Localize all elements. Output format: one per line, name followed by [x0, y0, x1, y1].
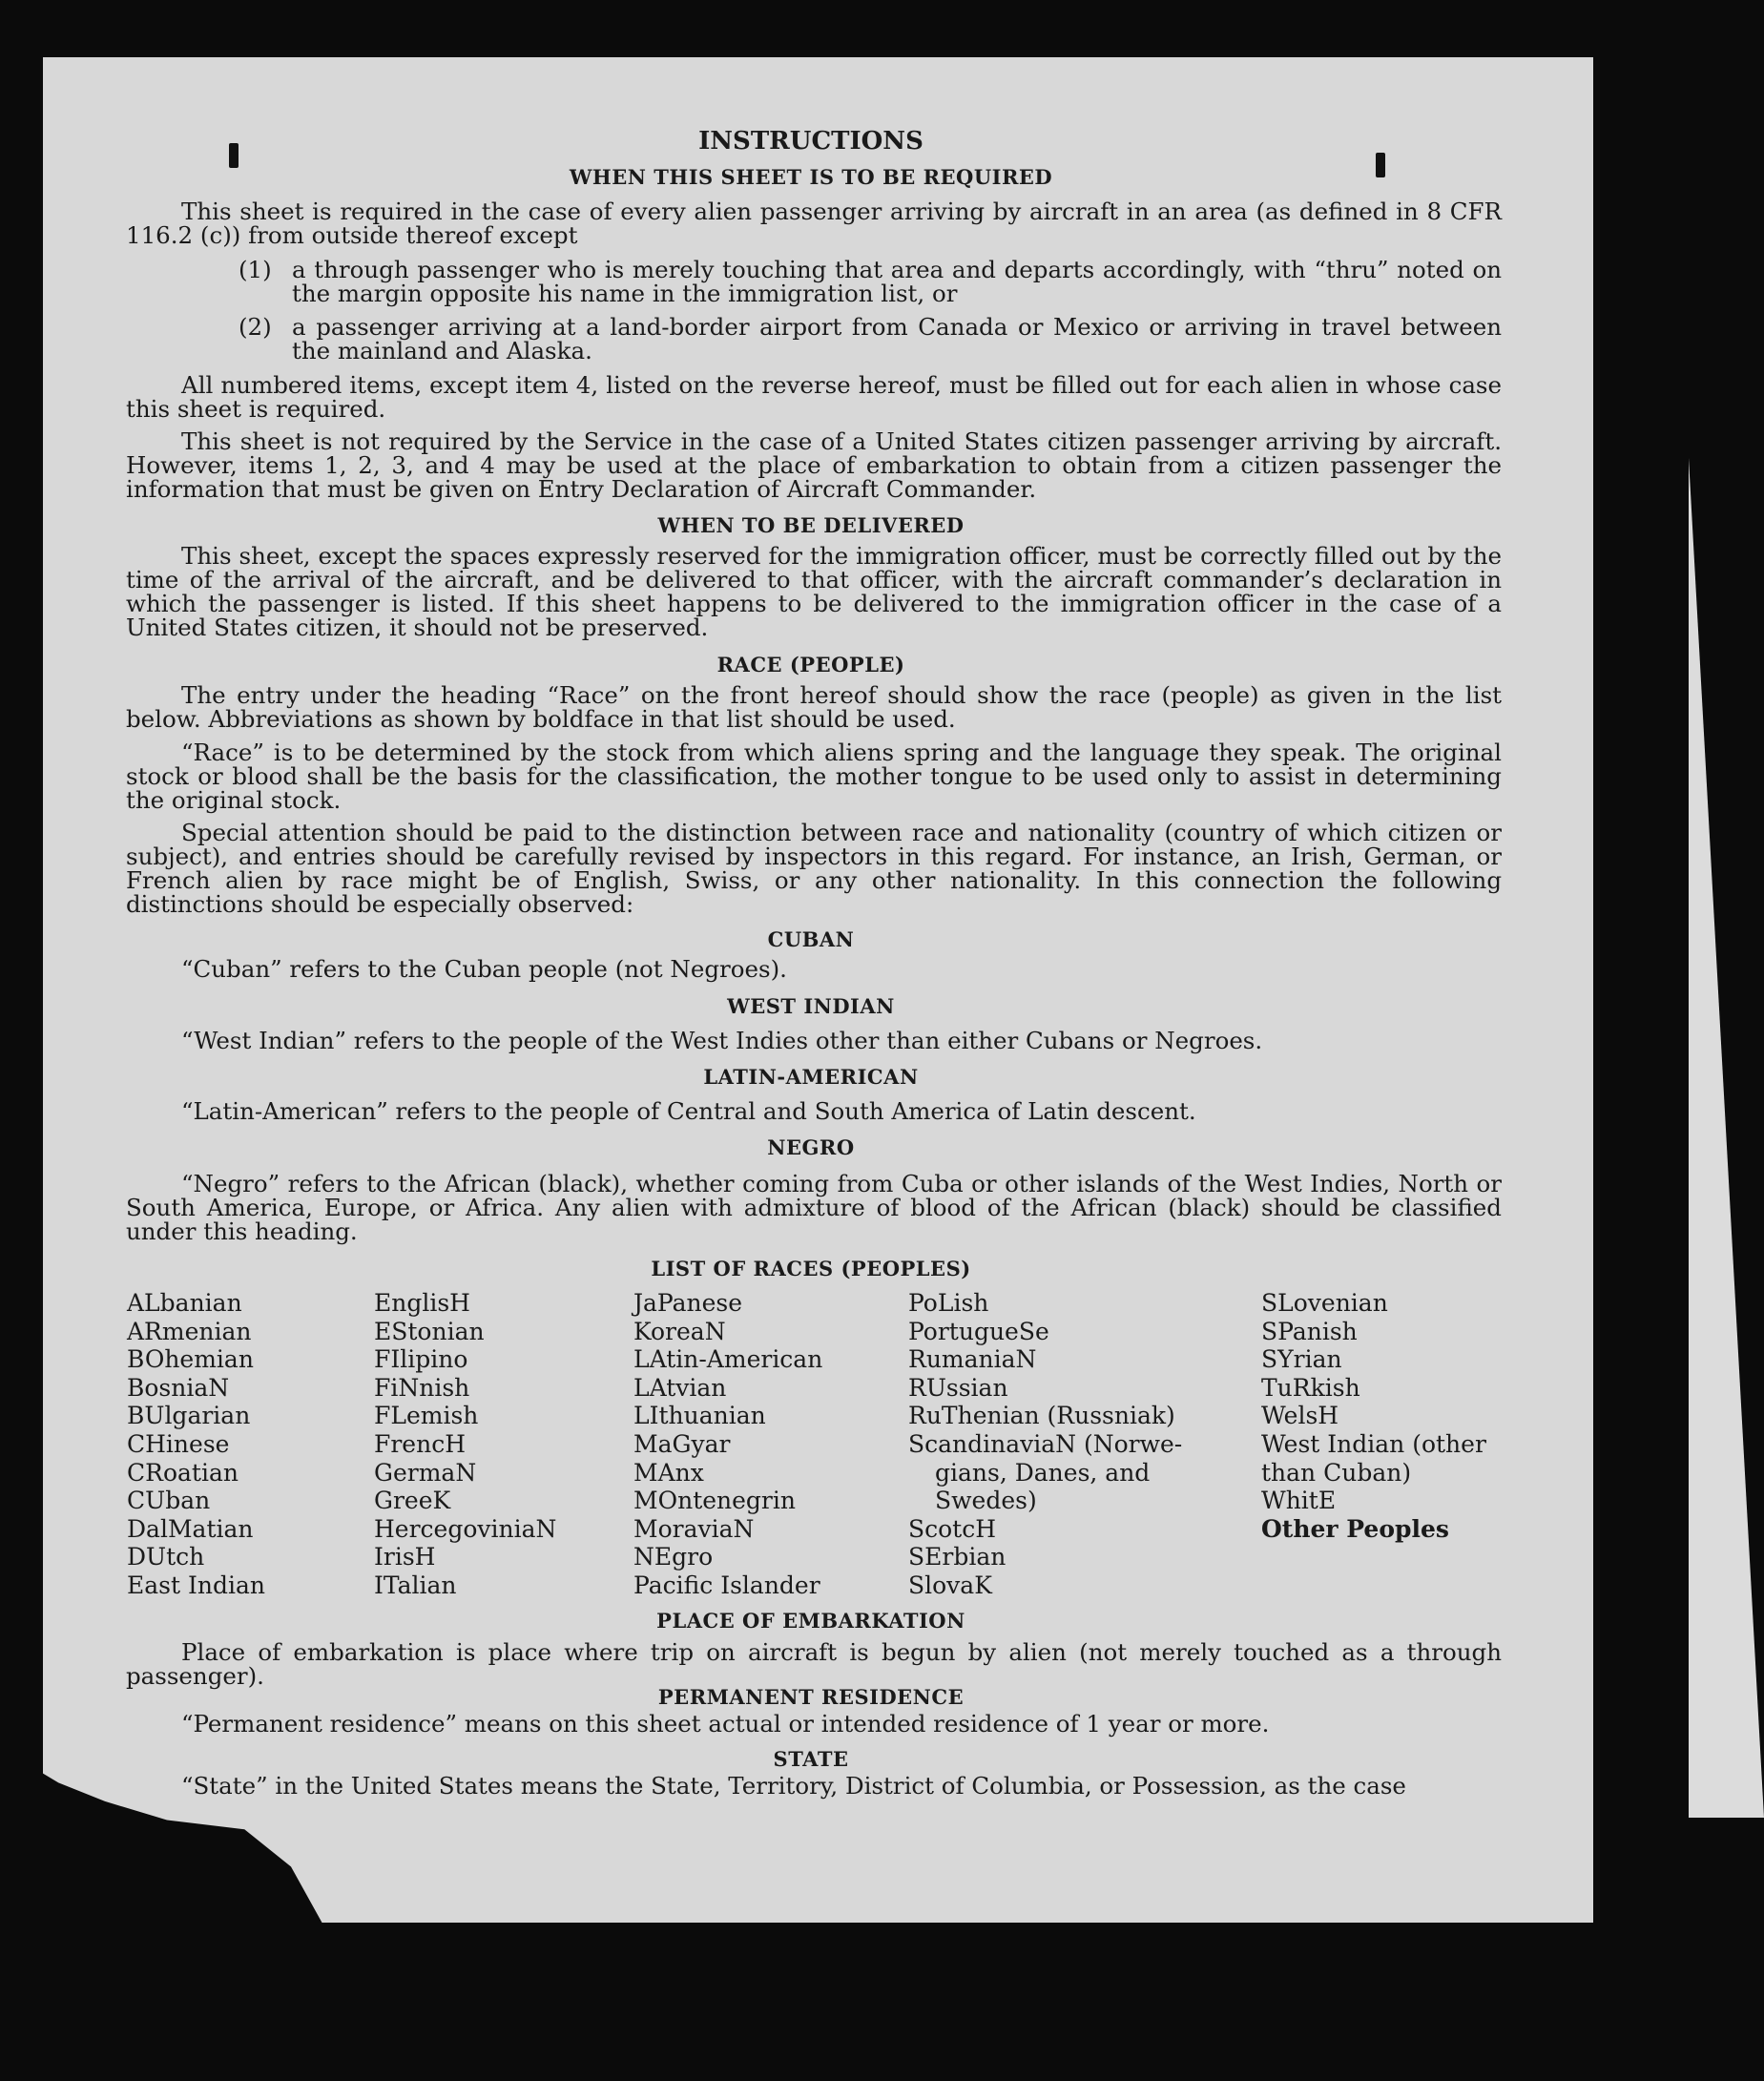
heading-latin-american: LATIN-AMERICAN — [703, 1065, 919, 1089]
paragraph-race-1: The entry under the heading “Race” on the front hereof should show the race (people) as given in the list below. Abbreviations as shown by boldface in that list should be used. — [126, 681, 1502, 733]
race-list-item: Pacific Islander — [633, 1571, 820, 1599]
race-list-item: ScotcH — [908, 1514, 997, 1543]
race-list-item: SLovenian — [1261, 1289, 1388, 1317]
races-column-5 — [1261, 1289, 1486, 1543]
paragraph-permanent-residence: “Permanent residence” means on this sheet actual or intended residence of 1 year or more. — [181, 1710, 1270, 1738]
race-list-item: MOntenegrin — [633, 1487, 796, 1515]
list-item-1 — [239, 258, 1502, 305]
race-list-item: NEgro — [633, 1543, 714, 1571]
paragraph-intro: This sheet is required in the case of every alien passenger arriving by aircraft in an area (as defined in 8 CFR 116.2 (c)) from outside thereof except — [126, 198, 1502, 249]
race-list-item: MaGyar — [633, 1429, 731, 1458]
race-list-item: TuRkish — [1261, 1373, 1360, 1402]
heading-permanent-residence: PERMANENT RESIDENCE — [657, 1685, 965, 1709]
race-list-item: GreeK — [374, 1487, 451, 1515]
race-list-item: DUtch — [127, 1543, 205, 1571]
races-column-2 — [374, 1289, 556, 1600]
race-list-item: Swedes) — [935, 1487, 1037, 1515]
race-list-item: CRoatian — [127, 1458, 239, 1487]
race-list-item: DalMatian — [127, 1514, 254, 1543]
race-list-item: WelsH — [1261, 1402, 1339, 1430]
race-list-item: SErbian — [908, 1543, 1007, 1571]
race-list-item: ITalian — [374, 1571, 457, 1599]
paragraph-citizen: This sheet is not required by the Service in the case of a United States citizen passenger arriving by aircraft. However, items 1, 2, 3, and 4 may be used at the place of embarkation to obtain from a citizen passenger the information that must be given on Entry Declaration of Aircraft Commander. — [126, 427, 1502, 503]
list-item-text: a through passenger who is merely touching that area and departs accordingly, with “thru” noted on the margin opposite his name in the immigration list, or — [292, 256, 1502, 307]
race-list-item: BUlgarian — [127, 1402, 251, 1430]
race-list-item: ARmenian — [127, 1317, 252, 1345]
registration-mark — [229, 143, 239, 168]
list-item-2 — [239, 315, 1502, 363]
race-list-item: HercegoviniaN — [374, 1514, 557, 1543]
race-list-item: LAtin-American — [633, 1345, 823, 1374]
heading-state: STATE — [773, 1747, 849, 1771]
race-list-item: SPanish — [1261, 1317, 1358, 1345]
race-list-item: RUssian — [908, 1373, 1008, 1402]
race-list-item: LAtvian — [633, 1373, 727, 1402]
page-title: INSTRUCTIONS — [698, 127, 924, 156]
list-item-text: a passenger arriving at a land-border airport from Canada or Mexico or arriving in travel between the mainland and Alaska. — [292, 313, 1502, 364]
heading-when-required: WHEN THIS SHEET IS TO BE REQUIRED — [569, 165, 1053, 189]
heading-negro: NEGRO — [767, 1135, 855, 1159]
paragraph-race-2: “Race” is to be determined by the stock from which aliens spring and the language they speak. The original stock or blood shall be the basis for the classification, the mother tongue to be used only to assist in determining the original stock. — [126, 739, 1502, 814]
race-list-item: MoraviaN — [633, 1514, 755, 1543]
page-edge — [1689, 458, 1764, 1818]
race-list-item: JaPanese — [633, 1289, 743, 1317]
paragraph-cuban: “Cuban” refers to the Cuban people (not Negroes). — [181, 955, 787, 983]
race-list-item: FLemish — [374, 1402, 479, 1430]
race-list-item: CHinese — [127, 1429, 230, 1458]
race-list-item: FiNnish — [374, 1373, 470, 1402]
race-list-item: RuThenian (Russniak) — [908, 1402, 1175, 1430]
race-list-item: MAnx — [633, 1458, 704, 1487]
race-list-item: CUban — [127, 1487, 211, 1515]
race-list-item: PoLish — [908, 1289, 989, 1317]
paragraph-west-indian: “West Indian” refers to the people of the West Indies other than either Cubans or Negroes. — [181, 1027, 1263, 1054]
race-list-item: Other Peoples — [1261, 1514, 1449, 1543]
list-item-label: (2) — [239, 313, 272, 341]
race-list-item: gians, Danes, and — [935, 1458, 1151, 1487]
paragraph-delivered: This sheet, except the spaces expressly reserved for the immigration officer, must be correctly filled out by the time of the arrival of the aircraft, and be delivered to that officer, with the aircraft commander’s declaration in which the passenger is listed. If this sheet happens to be delivered to the immigration officer in the case of a United States citizen, it should not be preserved. — [126, 542, 1502, 641]
race-list-item: RumaniaN — [908, 1345, 1037, 1374]
heading-west-indian: WEST INDIAN — [727, 994, 895, 1018]
race-list-item: East Indian — [127, 1571, 265, 1599]
races-column-1 — [127, 1289, 265, 1600]
race-list-item: PortugueSe — [908, 1317, 1049, 1345]
heading-cuban: CUBAN — [767, 927, 855, 951]
paragraph-latin-american: “Latin-American” refers to the people of Central and South America of Latin descent. — [181, 1097, 1196, 1125]
race-list-item: EStonian — [374, 1317, 485, 1345]
race-list-item: West Indian (other — [1261, 1429, 1486, 1458]
race-list-item: LIthuanian — [633, 1402, 766, 1430]
heading-embarkation: PLACE OF EMBARKATION — [656, 1609, 965, 1633]
paragraph-race-3: Special attention should be paid to the distinction between race and nationality (country of which citizen or subject), and entries should be carefully revised by inspectors in this regard. For instance, an Irish, German, or French alien by race might be of English, Swiss, or any other nationality. In this connection the following distinctions should be especially observed: — [126, 819, 1502, 918]
heading-race: RACE (PEOPLE) — [716, 653, 905, 676]
race-list-item: SlovaK — [908, 1571, 992, 1599]
paragraph-state: “State” in the United States means the State, Territory, District of Columbia, or Possession, as the case — [181, 1772, 1406, 1800]
race-list-item: BosniaN — [127, 1373, 230, 1402]
races-column-4 — [908, 1289, 1182, 1600]
races-column-3 — [633, 1289, 822, 1600]
paragraph-numbered-items: All numbered items, except item 4, listed on the reverse hereof, must be filled out for each alien in whose case this sheet is required. — [126, 371, 1502, 423]
race-list-item: than Cuban) — [1261, 1458, 1412, 1487]
race-list-item: EnglisH — [374, 1289, 470, 1317]
heading-when-delivered: WHEN TO BE DELIVERED — [657, 513, 965, 537]
race-list-item: ALbanian — [127, 1289, 242, 1317]
race-list-item: KoreaN — [633, 1317, 726, 1345]
race-list-item: IrisH — [374, 1543, 436, 1571]
race-list-item: FIlipino — [374, 1345, 468, 1374]
heading-list-of-races: LIST OF RACES (PEOPLES) — [651, 1257, 971, 1280]
race-list-item: BOhemian — [127, 1345, 254, 1374]
race-list-item: SYrian — [1261, 1345, 1342, 1374]
list-item-label: (1) — [239, 256, 272, 283]
registration-mark — [1376, 153, 1385, 177]
race-list-item: GermaN — [374, 1458, 477, 1487]
race-list-item: ScandinaviaN (Norwe- — [908, 1429, 1183, 1458]
race-list-item: WhitE — [1261, 1487, 1337, 1515]
paragraph-embarkation: Place of embarkation is place where trip on aircraft is begun by alien (not merely touched as a through passenger). — [126, 1638, 1502, 1690]
paragraph-negro: “Negro” refers to the African (black), whether coming from Cuba or other islands of the West Indies, North or South America, Europe, or Africa. Any alien with admixture of blood of the African (black) should be classified under this heading. — [126, 1170, 1502, 1245]
race-list-item: FrencH — [374, 1429, 466, 1458]
